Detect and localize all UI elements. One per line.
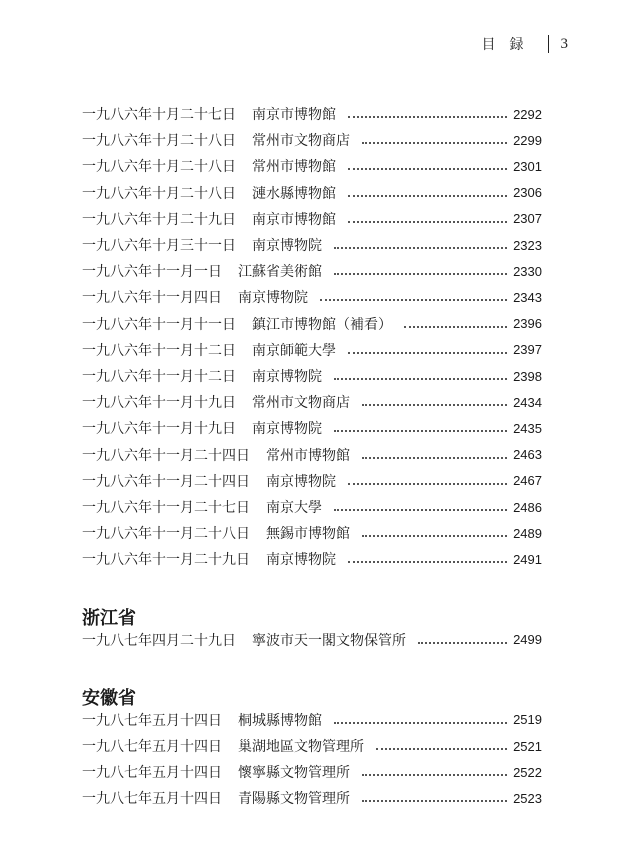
dot-leader	[334, 507, 507, 511]
dot-leader	[348, 350, 507, 354]
dot-leader	[362, 772, 507, 776]
entry-location: 巢湖地區文物管理所	[238, 739, 364, 755]
entry-date: 一九八七年五月十四日	[82, 791, 222, 808]
entry-page-number: 2307	[513, 211, 542, 227]
entry-page-number: 2521	[513, 738, 542, 754]
entry-page-number: 2299	[513, 132, 542, 148]
entry-page-number: 2330	[513, 263, 542, 279]
entry-date: 一九八七年五月十四日	[82, 765, 222, 782]
dot-leader	[418, 640, 507, 644]
entry-date: 一九八六年十一月十九日	[82, 395, 236, 412]
dot-leader	[348, 481, 507, 485]
entry-location: 南京市博物館	[252, 211, 336, 228]
dot-leader	[334, 245, 507, 249]
dot-leader	[362, 533, 507, 537]
toc-entry	[82, 235, 542, 255]
entry-date: 一九八六年十一月四日	[82, 290, 222, 307]
entry-page-number: 2292	[513, 106, 542, 122]
entry-date: 一九八六年十一月十九日	[82, 421, 236, 438]
entry-location: 常州市文物商店	[252, 133, 350, 150]
toc-entry	[82, 497, 542, 517]
entry-location: 南京博物院	[238, 290, 308, 307]
dot-leader	[376, 746, 507, 750]
dot-leader	[348, 193, 507, 197]
entry-location: 南京大學	[266, 500, 322, 516]
entry-page-number: 2489	[513, 525, 542, 541]
entry-location: 常州市博物館	[252, 159, 336, 176]
dot-leader	[362, 455, 507, 459]
entry-date: 一九八六年十月二十八日	[82, 185, 236, 202]
entry-date: 一九八六年十一月一日	[82, 264, 222, 281]
entry-date: 一九八六年十一月二十七日	[82, 500, 250, 516]
entry-date: 一九八六年十一月十二日	[82, 342, 236, 359]
entry-location: 南京博物院	[266, 552, 336, 569]
entry-location: 寧波市天一閣文物保管所	[252, 632, 406, 649]
entry-date: 一九八七年五月十四日	[82, 712, 222, 729]
dot-leader	[334, 428, 507, 432]
dot-leader	[320, 297, 507, 301]
entry-location: 漣水縣博物館	[252, 185, 336, 202]
entry-page-number: 2434	[513, 394, 542, 410]
entry-date: 一九八七年五月十四日	[82, 739, 222, 755]
header-divider	[548, 35, 549, 53]
toc-entry	[82, 762, 542, 782]
dot-leader	[334, 376, 507, 380]
toc-entry	[82, 788, 542, 808]
section-title: 浙江省	[82, 607, 136, 629]
dot-leader	[362, 798, 507, 802]
toc-entry	[82, 366, 542, 386]
toc-entry	[82, 630, 542, 650]
dot-leader	[334, 720, 507, 724]
entry-location: 南京師範大學	[252, 342, 336, 359]
entry-date: 一九八六年十月二十九日	[82, 211, 236, 228]
header-title: 目録	[481, 37, 538, 53]
dot-leader	[348, 219, 507, 223]
entry-page-number: 2435	[513, 420, 542, 436]
toc-entry	[82, 418, 542, 438]
entry-location: 青陽縣文物管理所	[238, 791, 350, 808]
entry-page-number: 2491	[513, 551, 542, 567]
entry-date: 一九八七年四月二十九日	[82, 632, 236, 649]
entry-date: 一九八六年十月二十八日	[82, 159, 236, 176]
entry-location: 桐城縣博物館	[238, 712, 322, 729]
entry-page-number: 2499	[513, 632, 542, 648]
entry-location: 常州市博物館	[266, 447, 350, 464]
toc-entry	[82, 392, 542, 412]
entry-page-number: 2343	[513, 289, 542, 305]
running-header	[482, 34, 569, 54]
entry-date: 一九八六年十一月十二日	[82, 369, 236, 385]
dot-leader	[348, 166, 507, 170]
dot-leader	[348, 114, 507, 118]
toc-entry	[82, 156, 542, 176]
entry-location: 無錫市博物館	[266, 526, 350, 543]
entry-page-number: 2523	[513, 790, 542, 806]
toc-entry	[82, 471, 542, 491]
entry-location: 常州市文物商店	[252, 395, 350, 412]
toc-entry	[82, 549, 542, 569]
toc-entry	[82, 710, 542, 730]
toc-entry	[82, 261, 542, 281]
dot-leader	[362, 402, 507, 406]
toc-entry	[82, 209, 542, 229]
entry-location: 鎮江市博物館（補看）	[252, 316, 392, 333]
entry-date: 一九八六年十一月二十九日	[82, 552, 250, 569]
toc-entry	[82, 287, 542, 307]
toc-entry	[82, 523, 542, 543]
toc-entry	[82, 445, 542, 465]
entry-location: 江蘇省美術館	[238, 264, 322, 281]
dot-leader	[404, 324, 507, 328]
entry-page-number: 2522	[513, 764, 542, 780]
toc-entry	[82, 340, 542, 360]
toc-entry	[82, 736, 542, 756]
entry-location: 南京博物院	[266, 473, 336, 490]
entry-date: 一九八六年十一月二十四日	[82, 447, 250, 464]
entry-location: 南京博物院	[252, 238, 322, 254]
toc-entry	[82, 314, 542, 334]
entry-date: 一九八六年十一月二十四日	[82, 473, 250, 490]
dot-leader	[334, 271, 507, 275]
entry-page-number: 2463	[513, 447, 542, 463]
dot-leader	[362, 140, 507, 144]
toc-entry	[82, 104, 542, 124]
entry-page-number: 2306	[513, 185, 542, 201]
toc-entry	[82, 183, 542, 203]
entry-page-number: 2398	[513, 368, 542, 384]
entry-page-number: 2519	[513, 712, 542, 728]
entry-location: 南京市博物館	[252, 107, 336, 123]
page-number: 3	[560, 35, 568, 52]
entry-date: 一九八六年十一月十一日	[82, 316, 236, 333]
entry-location: 南京博物院	[252, 369, 322, 385]
entry-date: 一九八六年十月三十一日	[82, 238, 236, 254]
toc-entry	[82, 130, 542, 150]
entry-page-number: 2467	[513, 473, 542, 489]
section-title: 安徽省	[82, 687, 136, 709]
entry-location: 南京博物院	[252, 421, 322, 438]
entry-page-number: 2397	[513, 342, 542, 358]
entry-page-number: 2486	[513, 499, 542, 515]
dot-leader	[348, 559, 507, 563]
entry-page-number: 2396	[513, 316, 542, 332]
entry-date: 一九八六年十月二十八日	[82, 133, 236, 150]
entry-date: 一九八六年十月二十七日	[82, 107, 236, 123]
entry-date: 一九八六年十一月二十八日	[82, 526, 250, 543]
entry-location: 懷寧縣文物管理所	[238, 765, 350, 782]
entry-page-number: 2323	[513, 237, 542, 253]
entry-page-number: 2301	[513, 158, 542, 174]
